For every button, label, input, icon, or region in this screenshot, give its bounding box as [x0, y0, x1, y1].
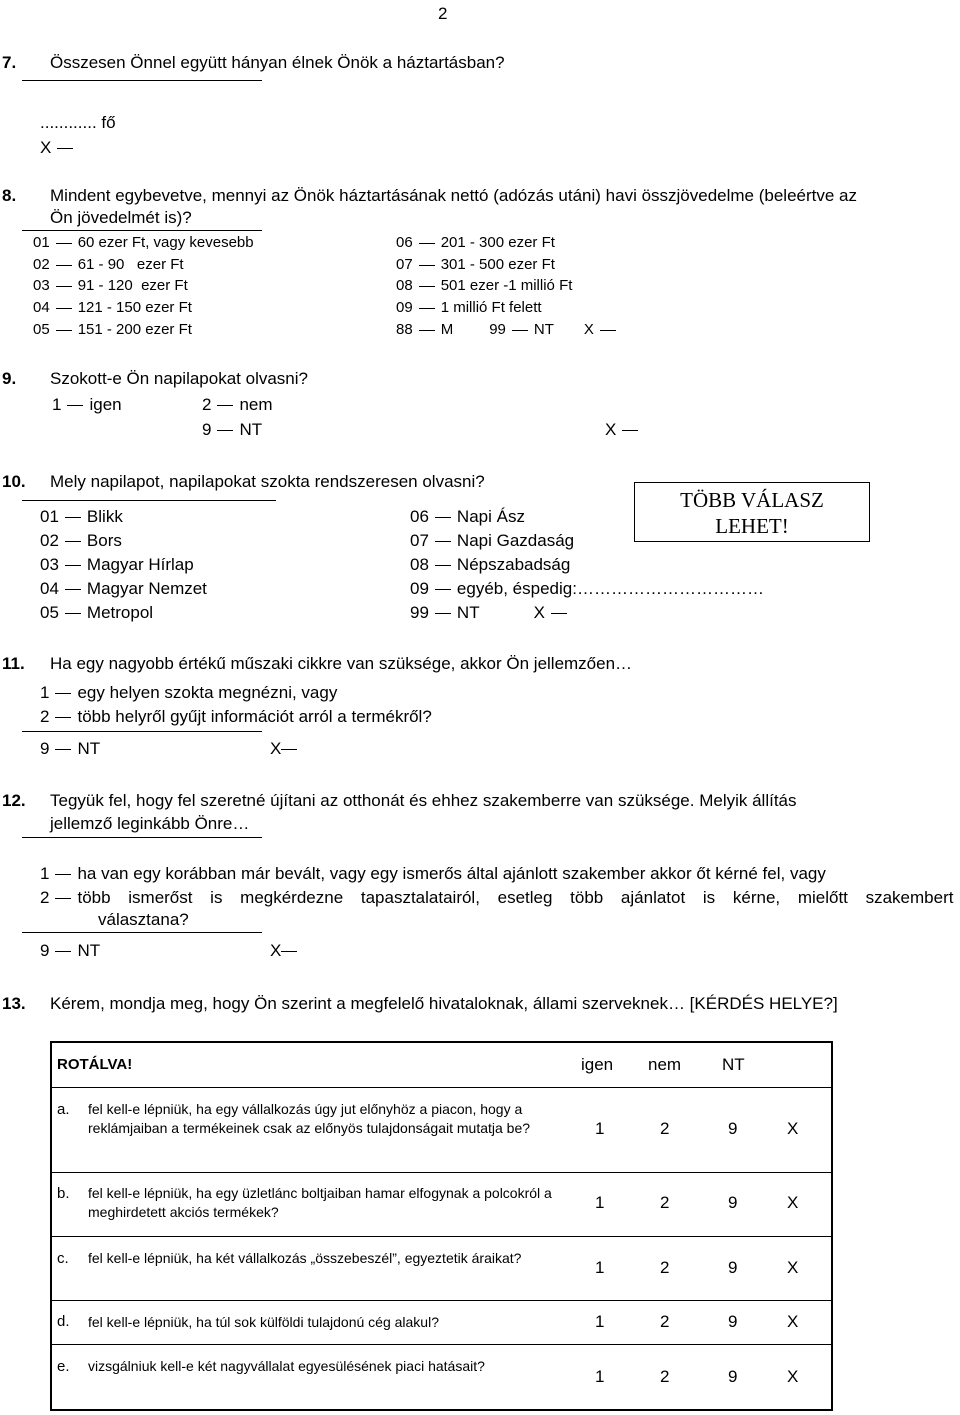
answer-x[interactable]: X — [787, 1119, 799, 1138]
answer-x[interactable]: X — [787, 1258, 799, 1277]
option-88-99-x[interactable]: 88 M 99 NT X — [396, 321, 622, 338]
row-statement: fel kell-e lépniük, ha két vállalkozás „összebeszél”, egyeztetik áraikat? — [88, 1250, 522, 1266]
option-2[interactable]: 2 több helyről gyűjt információt arról a termékről? — [40, 707, 432, 726]
option-nt[interactable]: 9 NT — [40, 739, 101, 758]
question-number: 7. — [2, 53, 17, 72]
row-divider — [50, 1172, 833, 1173]
refused-option[interactable]: X — [605, 420, 644, 440]
underline — [22, 932, 262, 933]
question-text: Mely napilapot, napilapokat szokta rendszeresen olvasni? — [50, 472, 485, 491]
option-01[interactable]: 01 Blikk — [40, 507, 123, 526]
answer-x[interactable]: X — [787, 1367, 799, 1386]
answer-1[interactable]: 1 — [595, 1119, 605, 1138]
option-08[interactable]: 08 Népszabadság — [410, 555, 571, 574]
question-text-line-1: Tegyük fel, hogy fel szeretné újítani az otthonát és ehhez szakemberre van szüksége. Melyik állítás — [50, 791, 797, 810]
answer-2[interactable]: 2 — [660, 1312, 670, 1331]
option-nt[interactable]: 9 NT — [40, 941, 101, 960]
row-divider — [50, 1300, 833, 1301]
question-text: Szokott-e Ön napilapokat olvasni? — [50, 369, 308, 388]
answer-x[interactable]: X — [787, 1312, 799, 1331]
option-igen[interactable]: 1 igen — [52, 395, 122, 414]
answer-1[interactable]: 1 — [595, 1258, 605, 1277]
row-divider — [50, 1236, 833, 1237]
option-06[interactable]: 06 201 - 300 ezer Ft — [396, 234, 555, 251]
row-statement: fel kell-e lépniük, ha egy vállalkozás úgy jut előnyhöz a piacon, hogy a reklámjaiban a termékeinek csak az előnyös tulajdonságait mutatja be? — [88, 1101, 531, 1136]
question-number: 9. — [2, 369, 17, 388]
option-08[interactable]: 08 501 ezer -1 millió Ft — [396, 277, 573, 294]
table-header-label: ROTÁLVA! — [57, 1056, 133, 1073]
question-number: 11. — [2, 654, 25, 673]
option-nem[interactable]: 2 nem — [202, 395, 273, 414]
question-number: 10. — [2, 472, 26, 491]
option-09-other[interactable]: 09 egyéb, éspedig:…………………………… — [410, 579, 764, 598]
option-nt[interactable]: 9 NT — [202, 420, 263, 439]
answer-2[interactable]: 2 — [660, 1367, 670, 1386]
column-igen: igen — [581, 1055, 614, 1074]
option-07[interactable]: 07 Napi Gazdaság — [410, 531, 575, 550]
option-02[interactable]: 02 61 - 90 ezer Ft — [33, 256, 184, 273]
option-99-nt[interactable]: 99 NT X — [410, 603, 573, 623]
multiple-answer-note: TÖBB VÁLASZ LEHET! — [634, 482, 870, 542]
question-number: 12. — [2, 791, 26, 810]
option-03[interactable]: 03 91 - 120 ezer Ft — [33, 277, 188, 294]
answer-9[interactable]: 9 — [728, 1367, 738, 1386]
question-number: 13. — [2, 994, 26, 1013]
option-1[interactable]: 1 ha van egy korábban már bevált, vagy egy ismerős által ajánlott szakember akkor őt kérné fel, vagy — [40, 864, 826, 883]
refused-option[interactable]: X — [270, 739, 303, 759]
underline — [22, 500, 276, 501]
row-divider — [50, 1344, 833, 1345]
row-letter: d. — [57, 1313, 70, 1330]
answer-1[interactable]: 1 — [595, 1367, 605, 1386]
rating-table — [50, 1041, 833, 1411]
refused-option[interactable]: X — [270, 941, 303, 961]
answer-1[interactable]: 1 — [595, 1312, 605, 1331]
answer-blank[interactable]: ............ fő — [40, 113, 116, 132]
option-06[interactable]: 06 Napi Ász — [410, 507, 525, 526]
option-07[interactable]: 07 301 - 500 ezer Ft — [396, 256, 555, 273]
option-1[interactable]: 1 egy helyen szokta megnézni, vagy — [40, 683, 338, 702]
underline — [22, 731, 262, 732]
option-02[interactable]: 02 Bors — [40, 531, 122, 550]
row-divider — [50, 1087, 833, 1088]
refused-option[interactable] — [40, 138, 79, 158]
question-text: Ha egy nagyobb értékű műszaki cikkre van szüksége, akkor Ön jellemzően… — [50, 654, 633, 673]
option-09[interactable]: 09 1 millió Ft felett — [396, 299, 542, 316]
answer-9[interactable]: 9 — [728, 1119, 738, 1138]
row-letter: e. — [57, 1358, 70, 1375]
option-05[interactable]: 05 151 - 200 ezer Ft — [33, 321, 192, 338]
question-text-line-1: Mindent egybevetve, mennyi az Önök háztartásának nettó (adózás utáni) havi összjövedelme (beleértve az — [50, 186, 858, 205]
underline — [22, 230, 262, 231]
row-statement: vizsgálniuk kell-e két nagyvállalat egyesülésének piaci hatásait? — [88, 1358, 485, 1374]
question-text-line-2: jellemző leginkább Önre… — [50, 814, 250, 833]
answer-9[interactable]: 9 — [728, 1312, 738, 1331]
column-nt: NT — [722, 1055, 745, 1074]
row-statement: fel kell-e lépniük, ha túl sok külföldi tulajdonú cég alakul? — [88, 1314, 439, 1330]
option-2[interactable]: 2 több ismerőst is megkérdezne tapasztalatairól, esetleg több ajánlatot is kérne, mielőtt szakembert — [40, 888, 954, 907]
answer-1[interactable]: 1 — [595, 1193, 605, 1212]
page-number: 2 — [438, 4, 448, 23]
option-04[interactable]: 04 Magyar Nemzet — [40, 579, 207, 598]
answer-9[interactable]: 9 — [728, 1193, 738, 1212]
option-01[interactable]: 01 60 ezer Ft, vagy kevesebb — [33, 234, 254, 251]
row-letter: c. — [57, 1250, 69, 1267]
question-text: Kérem, mondja meg, hogy Ön szerint a megfelelő hivataloknak, állami szerveknek… [KÉRDÉS HELYE?] — [50, 994, 838, 1013]
row-statement: fel kell-e lépniük, ha egy üzletlánc boltjaiban hamar elfogynak a polcokról a meghirdetett akciós termékek? — [88, 1185, 552, 1220]
option-04[interactable]: 04 121 - 150 ezer Ft — [33, 299, 192, 316]
row-letter: a. — [57, 1101, 70, 1118]
answer-9[interactable]: 9 — [728, 1258, 738, 1277]
answer-2[interactable]: 2 — [660, 1193, 670, 1212]
underline — [22, 80, 262, 81]
answer-2[interactable]: 2 — [660, 1258, 670, 1277]
option-2-continued: választana? — [98, 910, 189, 929]
row-letter: b. — [57, 1185, 70, 1202]
answer-2[interactable]: 2 — [660, 1119, 670, 1138]
question-text: Összesen Önnel együtt hányan élnek Önök a háztartásban? — [50, 53, 505, 72]
column-nem: nem — [648, 1055, 682, 1074]
option-05[interactable]: 05 Metropol — [40, 603, 154, 622]
question-number: 8. — [2, 186, 17, 205]
question-text-line-2: Ön jövedelmét is)? — [50, 208, 192, 227]
answer-x[interactable]: X — [787, 1193, 799, 1212]
option-03[interactable]: 03 Magyar Hírlap — [40, 555, 194, 574]
option-code: X — [40, 138, 52, 157]
underline — [22, 837, 262, 838]
